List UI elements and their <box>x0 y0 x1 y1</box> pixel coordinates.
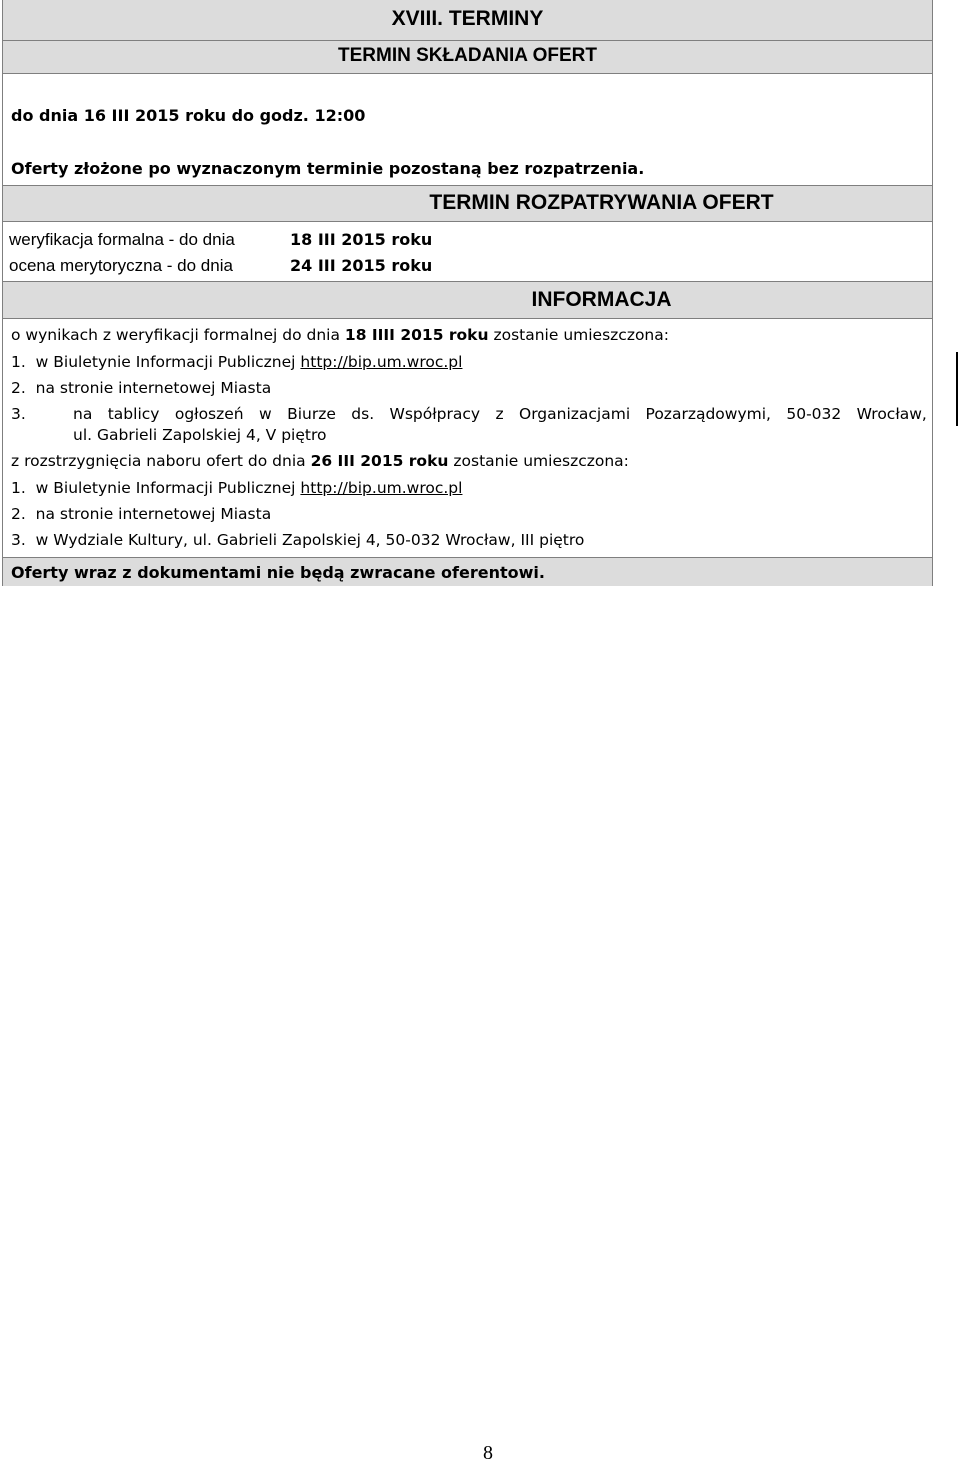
page-number: 8 <box>483 1442 493 1464</box>
verification-intro: o wynikach z weryfikacji formalnej do dnia <box>11 326 340 344</box>
item-text: na stronie internetowej Miasta <box>35 505 272 523</box>
review-row-label: ocena merytoryczna - do dnia <box>9 256 233 275</box>
word: Pozarządowymi, <box>645 405 771 423</box>
result-intro: z rozstrzygnięcia naboru ofert do dnia <box>11 452 306 470</box>
terms-table <box>2 0 933 586</box>
word: w <box>259 405 272 423</box>
submission-deadline: do dnia 16 III 2015 roku do godz. 12:00 <box>11 106 366 125</box>
item-text-line-1 <box>73 405 927 423</box>
item-number: 2. <box>11 379 26 397</box>
item-number: 3. <box>11 405 26 423</box>
word: na <box>73 405 93 423</box>
info-heading: INFORMACJA <box>531 288 672 311</box>
change-bar <box>956 352 958 426</box>
item-text: w Biuletynie Informacji Publicznej <box>35 353 296 371</box>
result-line <box>11 452 629 470</box>
word: z <box>495 405 504 423</box>
word: ogłoszeń <box>174 405 244 423</box>
bip-link[interactable]: http://bip.um.wroc.pl <box>300 479 463 497</box>
word: Współpracy <box>389 405 481 423</box>
result-item-2 <box>11 505 271 523</box>
word: ds. <box>351 405 375 423</box>
verification-line <box>11 326 669 344</box>
review-row-date: 18 III 2015 roku <box>290 230 433 249</box>
item-number: 1. <box>11 353 26 371</box>
review-row-date: 24 III 2015 roku <box>290 256 433 275</box>
review-heading: TERMIN ROZPATRYWANIA OFERT <box>429 191 774 214</box>
footer-note: Oferty wraz z dokumentami nie będą zwracane oferentowi. <box>11 563 545 582</box>
result-outro: zostanie umieszczona: <box>453 452 629 470</box>
verification-item-3-line-2: ul. Gabrieli Zapolskiej 4, V piętro <box>73 426 327 444</box>
bip-link[interactable]: http://bip.um.wroc.pl <box>300 353 463 371</box>
result-item-3 <box>11 531 584 549</box>
verification-outro: zostanie umieszczona: <box>493 326 669 344</box>
item-number: 1. <box>11 479 26 497</box>
review-row-label: weryfikacja formalna - do dnia <box>9 230 235 249</box>
verification-item-1 <box>11 353 462 371</box>
item-number: 2. <box>11 505 26 523</box>
verification-item-2 <box>11 379 271 397</box>
result-item-1 <box>11 479 462 497</box>
item-text: na stronie internetowej Miasta <box>35 379 272 397</box>
word: tablicy <box>107 405 160 423</box>
item-text: w Biuletynie Informacji Publicznej <box>35 479 296 497</box>
word: 50-032 <box>786 405 842 423</box>
verification-date: 18 IIII 2015 roku <box>344 326 489 344</box>
word: Biurze <box>287 405 336 423</box>
word: Wrocław, <box>856 405 927 423</box>
late-offer-note: Oferty złożone po wyznaczonym terminie pozostaną bez rozpatrzenia. <box>11 159 645 178</box>
section-title: XVIII. TERMINY <box>391 7 544 30</box>
result-date: 26 III 2015 roku <box>310 452 449 470</box>
word: Organizacjami <box>519 405 631 423</box>
submission-heading: TERMIN SKŁADANIA OFERT <box>338 45 597 66</box>
item-text: w Wydziale Kultury, ul. Gabrieli Zapolskiej 4, 50-032 Wrocław, III piętro <box>35 531 585 549</box>
item-number: 3. <box>11 531 26 549</box>
